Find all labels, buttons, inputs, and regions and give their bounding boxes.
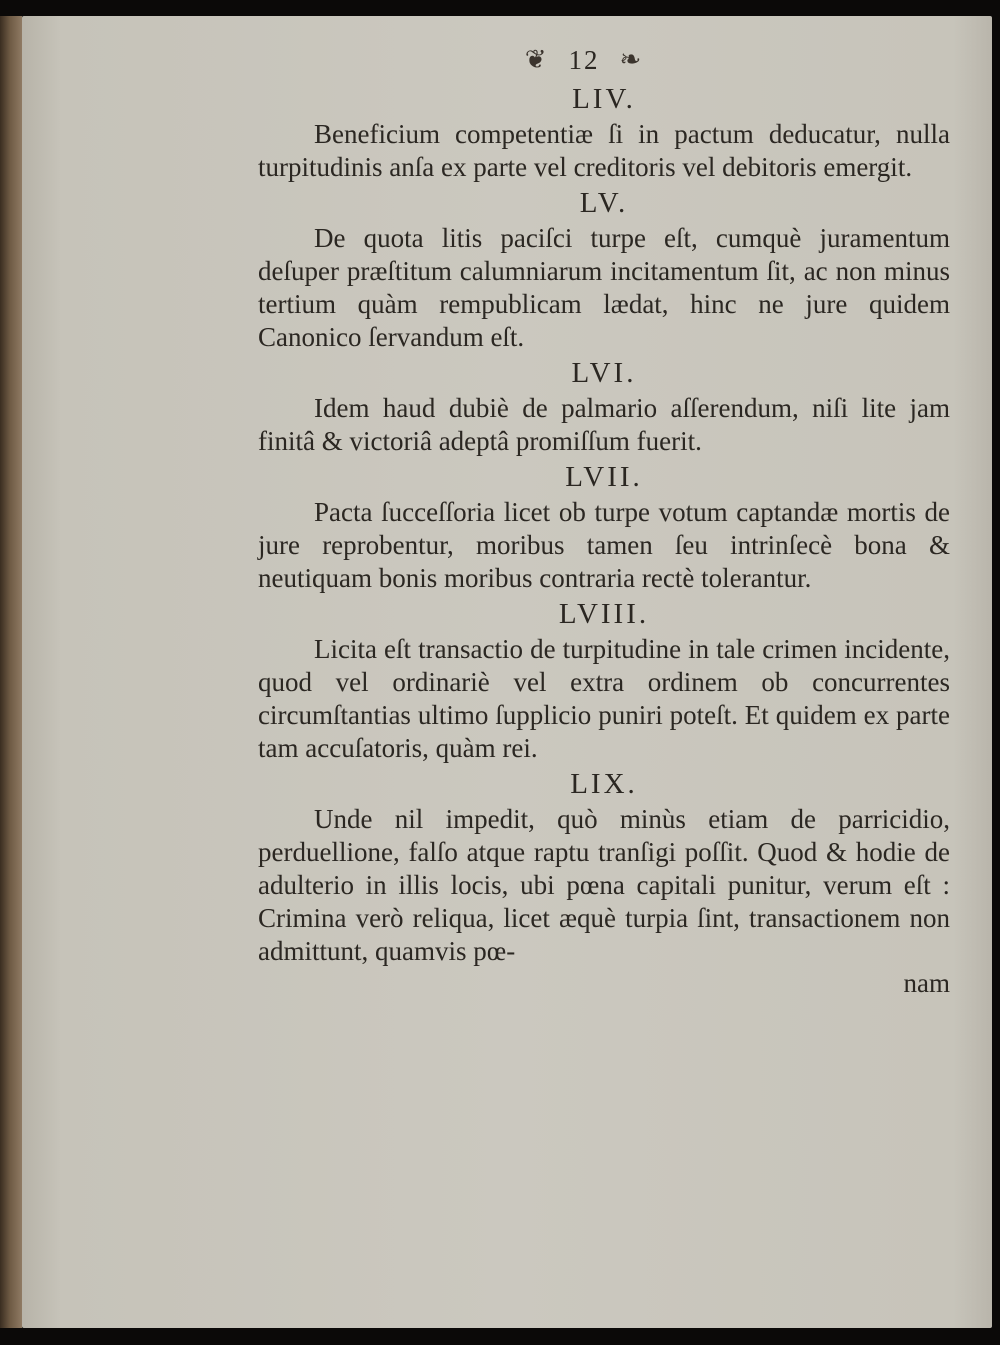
section-heading: LVIII. — [558, 598, 650, 630]
ornament-right-icon: ❧ — [619, 45, 644, 74]
binding-edge — [0, 16, 22, 1328]
section-heading: LIV. — [572, 83, 636, 115]
section-text: Beneficium competentiæ ſi in pactum deducatur, nulla turpitudinis anſa ex parte vel creditoris vel debitoris emergit. — [258, 119, 950, 182]
section-text: Unde nil impedit, quò minùs etiam de parricidio, perduellione, falſo atque raptu tranſigi poſſit. Quod & hodie de adulterio in illis locis, ubi pœna capitali punitur, verum eſt : Crimina verò reliqua, licet æquè turpia ſint, transactionem non admittunt, quamvis pœ- — [258, 804, 950, 966]
section-heading: LVII. — [565, 461, 643, 493]
running-head — [218, 40, 950, 80]
page-number: 12 — [568, 45, 600, 75]
section-text: Pacta ſucceſſoria licet ob turpe votum captandæ mortis de jure reprobentur, moribus tamen ſeu intrinſecè bona & neutiquam bonis moribus contraria rectè tolerantur. — [258, 497, 950, 593]
ornament-left-icon: ❦ — [524, 45, 549, 74]
section-text: De quota litis paciſci turpe eſt, cumquè juramentum deſuper præſtitum calumniarum incitamentum ſit, ac non minus tertium quàm rempublicam lædat, hinc ne jure quidem Canonico ſervandum eſt. — [258, 223, 950, 352]
section-heading: LV. — [579, 187, 629, 219]
section-heading: LVI. — [571, 357, 637, 389]
section-text: Licita eſt transactio de turpitudine in tale crimen incidente, quod vel ordinariè vel extra ordinem ob concurrentes circumſtantias ultimo ſupplicio puniri poteſt. Et quidem ex parte tam accuſatoris, quàm rei. — [258, 634, 950, 763]
page-text — [258, 40, 950, 998]
section-heading: LIX. — [570, 768, 638, 800]
catchword: nam — [903, 968, 950, 998]
section-text: Idem haud dubiè de palmario aſſerendum, niſi lite jam finitâ & victoriâ adeptâ promiſſum fuerit. — [258, 393, 950, 456]
